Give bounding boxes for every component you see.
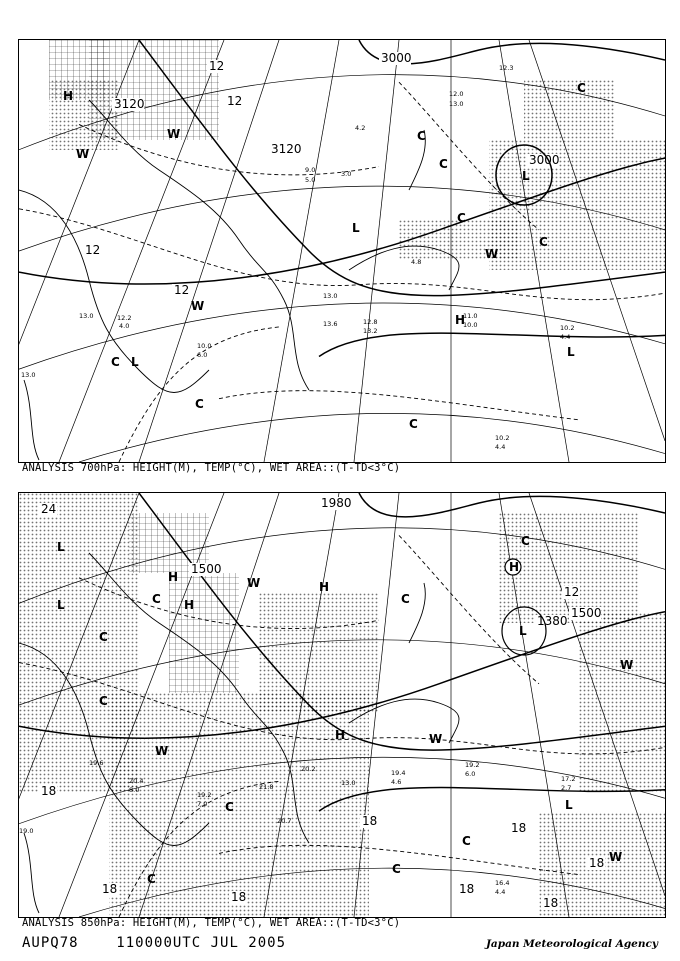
chart-850hpa	[19, 493, 665, 917]
center-marker: W	[620, 658, 634, 672]
contour-label: 12	[564, 585, 580, 599]
hatched-area	[169, 573, 239, 693]
contour-label: 18	[543, 896, 559, 910]
center-marker: C	[147, 872, 156, 886]
station-value: 13.0	[79, 312, 94, 320]
contour-label: 18	[102, 882, 118, 896]
center-marker: C	[439, 157, 448, 171]
station-value: 9.0	[305, 166, 316, 174]
center-marker: C	[417, 129, 426, 143]
contour-label: 12	[209, 59, 225, 73]
station-value: 19.4	[391, 769, 406, 777]
contour-label: 12	[174, 283, 190, 297]
station-value: 19.2	[465, 761, 480, 769]
station-value: 21.8	[259, 783, 274, 791]
contour-label: 24	[41, 502, 57, 516]
station-value: 20.4	[129, 777, 144, 785]
center-marker: W	[247, 576, 261, 590]
contour-label: 12	[85, 243, 101, 257]
station-value: 19.6	[89, 759, 104, 767]
chart-time: 110000UTC JUL 2005	[116, 935, 287, 951]
contour-label: 1980	[321, 496, 352, 510]
center-marker: C	[577, 81, 586, 95]
agency-name: Japan Meteorological Agency	[485, 938, 658, 950]
station-value: 4.2	[355, 124, 366, 132]
station-value: 3.0	[341, 170, 352, 178]
station-value: 13.6	[323, 320, 338, 328]
station-value: 4.6	[391, 778, 402, 786]
station-value: 13.0	[341, 779, 356, 787]
center-marker: H	[335, 728, 346, 742]
center-marker: C	[539, 235, 548, 249]
center-marker: L	[57, 598, 65, 612]
station-value: 20.2	[301, 765, 316, 773]
hatched-area	[49, 40, 109, 100]
center-marker: C	[401, 592, 410, 606]
center-marker: C	[225, 800, 234, 814]
station-value: 11.0	[463, 312, 478, 320]
center-marker: L	[567, 345, 575, 359]
station-value: 19.2	[197, 791, 212, 799]
wet-area	[524, 80, 614, 140]
contour-label: 18	[231, 890, 247, 904]
station-value: 10.2	[495, 434, 510, 442]
station-value: 16.4	[495, 879, 510, 887]
center-marker: L	[352, 221, 360, 235]
center-marker: C	[409, 417, 418, 431]
station-value: 4.4	[560, 333, 571, 341]
station-value: 10.0	[197, 342, 212, 350]
station-value: 4.8	[411, 258, 422, 266]
center-marker: H	[184, 598, 195, 612]
station-value: 7.0	[197, 800, 208, 808]
center-marker: H	[63, 89, 74, 103]
station-value: 12.2	[117, 314, 132, 322]
footer-chart-code	[22, 935, 286, 951]
station-value: 17.2	[561, 775, 576, 783]
station-value: 12.3	[499, 64, 514, 72]
center-marker: L	[57, 540, 65, 554]
contour-label: 18	[589, 856, 605, 870]
station-value: 20.7	[277, 817, 292, 825]
station-value: 12.8	[363, 318, 378, 326]
center-marker: W	[429, 732, 443, 746]
center-marker: H	[319, 580, 330, 594]
station-value: 13.0	[21, 371, 36, 379]
contour-label: 3120	[114, 97, 145, 111]
center-marker: W	[167, 127, 181, 141]
center-marker: W	[609, 850, 623, 864]
contour-label: 18	[41, 784, 57, 798]
map-850hpa	[18, 492, 666, 918]
station-value: 2.7	[561, 784, 572, 792]
caption-700hpa: ANALYSIS 700hPa: HEIGHT(M), TEMP(°C), WET AREA::(T-TD<3°C)	[22, 462, 401, 474]
wet-area	[579, 613, 665, 793]
center-marker: L	[565, 798, 573, 812]
center-marker: W	[485, 247, 499, 261]
center-marker: W	[76, 147, 90, 161]
contour-label: 18	[362, 814, 378, 828]
center-marker: C	[462, 834, 471, 848]
center-marker: H	[509, 560, 520, 574]
contour-label: 1500	[571, 606, 602, 620]
contour-label: 1380	[537, 614, 568, 628]
contour-label: 3000	[381, 51, 412, 65]
station-value: 10.2	[560, 324, 575, 332]
station-value: 13.0	[449, 100, 464, 108]
wet-area	[259, 593, 379, 713]
center-marker: W	[191, 299, 205, 313]
center-marker: C	[111, 355, 120, 369]
contour-label: 3000	[529, 153, 560, 167]
center-marker: C	[152, 592, 161, 606]
contour-label: 18	[459, 882, 475, 896]
station-value: 13.0	[323, 292, 338, 300]
station-value: 19.0	[19, 827, 34, 835]
center-marker: H	[455, 313, 466, 327]
center-marker: W	[155, 744, 169, 758]
station-value: 5.0	[305, 176, 316, 184]
contour-label: 3120	[271, 142, 302, 156]
center-marker: H	[168, 570, 179, 584]
center-marker: C	[195, 397, 204, 411]
station-value: 4.0	[119, 322, 130, 330]
station-value: 13.2	[363, 327, 378, 335]
contour-label: 12	[227, 94, 243, 108]
center-marker: C	[392, 862, 401, 876]
center-marker: L	[522, 169, 530, 183]
station-value: 8.0	[129, 786, 140, 794]
contour-label: 18	[511, 821, 527, 835]
station-value: 6.0	[197, 351, 208, 359]
station-value: 4.4	[495, 888, 506, 896]
center-marker: C	[99, 630, 108, 644]
center-marker: L	[519, 624, 527, 638]
station-value: 10.0	[463, 321, 478, 329]
wet-area	[399, 220, 519, 260]
center-marker: C	[99, 694, 108, 708]
chart-code: AUPQ78	[22, 935, 79, 951]
station-value: 6.0	[465, 770, 476, 778]
station-value: 4.4	[495, 443, 506, 451]
center-marker: C	[457, 211, 466, 225]
caption-850hpa: ANALYSIS 850hPa: HEIGHT(M), TEMP(°C), WET AREA::(T-TD<3°C)	[22, 917, 401, 929]
center-marker: C	[521, 534, 530, 548]
map-700hpa	[18, 39, 666, 463]
station-value: 12.0	[449, 90, 464, 98]
center-marker: L	[131, 355, 139, 369]
chart-700hpa	[19, 40, 665, 462]
contour-label: 1500	[191, 562, 222, 576]
